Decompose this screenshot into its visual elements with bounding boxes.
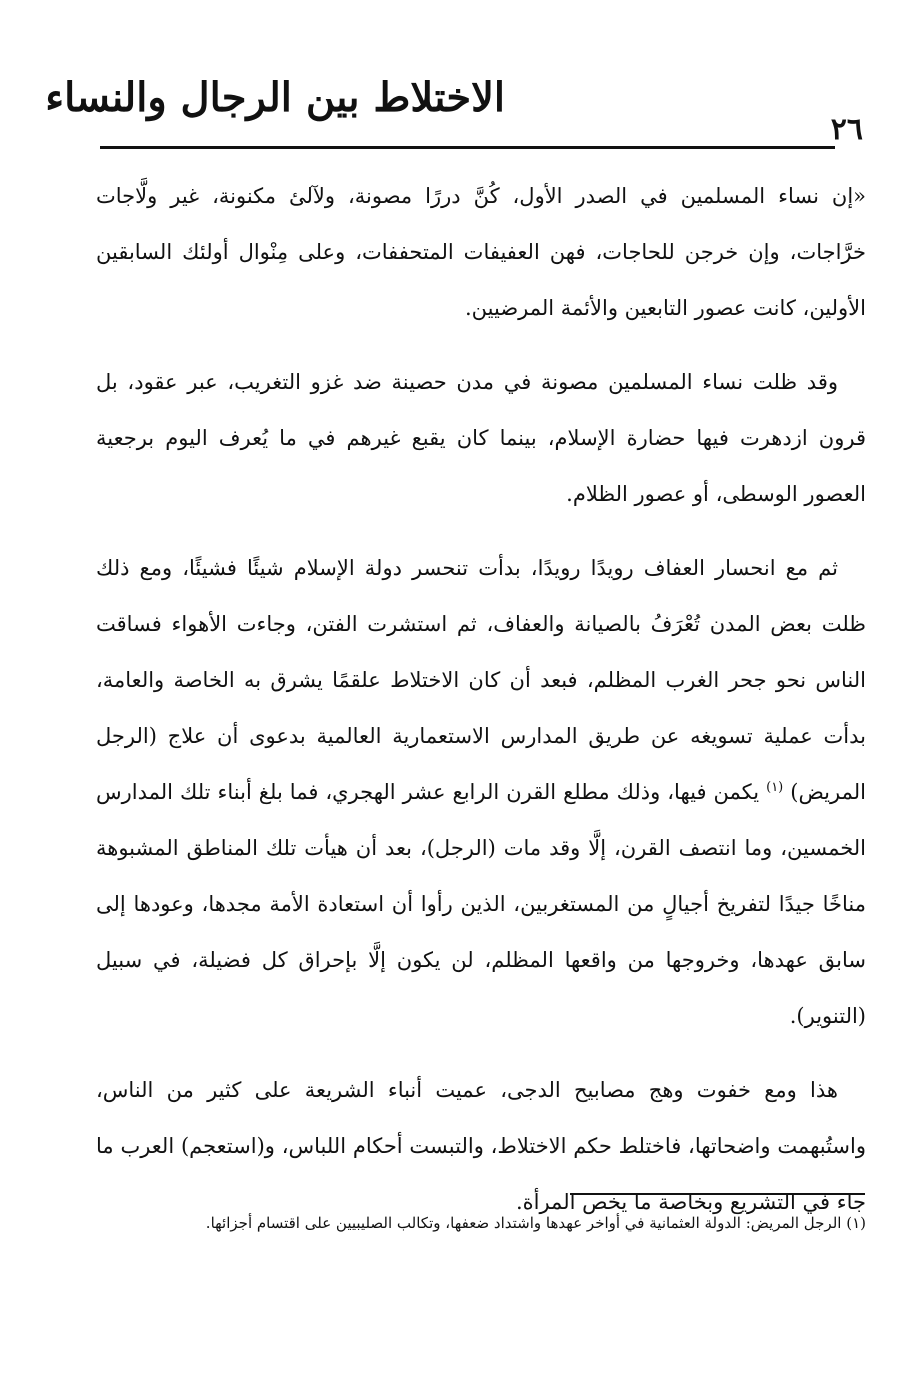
footnote-reference[interactable]: (١) — [766, 780, 784, 795]
paragraph-3-text-end: يكمن فيها، وذلك مطلع القرن الرابع عشر الهجري، فما بلغ أبناء تلك المدارس الخمسين، وما انتصف القرن، إلَّا وقد مات (الرجل)، بعد أن هيأت تلك المناطق المشبوهة مناخًا جيدًا لتفريخ أجيالٍ من المستغربين، الذين رأوا أن استعادة الأمة مجدها، وعودها إلى سابق عهدها، وخروجها من واقعها المظلم، لن يكون إلَّا بإحراق كل فضيلة، في سبيل (التنوير). — [96, 780, 866, 1028]
page-header — [45, 60, 865, 150]
paragraph-3 — [96, 540, 866, 1044]
running-title: الاختلاط بين الرجال والنساء — [45, 74, 505, 121]
header-rule — [100, 146, 835, 149]
paragraph-4: هذا ومع خفوت وهج مصابيح الدجى، عميت أنباء الشريعة على كثير من الناس، واستُبهمت واضحاتها، فاختلط حكم الاختلاط، والتبست أحكام اللباس، و(استعجم) العرب ما جاء في التشريع وبخاصة ما يخص المرأة. — [96, 1078, 866, 1214]
paragraph-3-text-start: ثم مع انحسار العفاف رويدًا رويدًا، بدأت تنحسر دولة الإسلام شيئًا فشيئًا، ومع ذلك ظلت بعض المدن تُعْرَفُ بالصيانة والعفاف، ثم استشرت الفتن، وجاءت الأهواء فساقت الناس نحو جحر الغرب المظلم، فبعد أن كان الاختلاط علقمًا يشرق به الخاصة والعامة، بدأت عملية تسويغه عن طريق المدارس الاستعمارية العالمية بدعوى أن علاج (الرجل المريض) — [96, 556, 866, 804]
footnote-separator — [570, 1193, 865, 1195]
paragraph-2: وقد ظلت نساء المسلمين مصونة في مدن حصينة ضد غزو التغريب، عبر عقود، بل قرون ازدهرت فيها حضارة الإسلام، بينما كان يقبع غيرهم في ما يُعرف اليوم برجعية العصور الوسطى، أو عصور الظلام. — [96, 370, 866, 506]
paragraph-1: «إن نساء المسلمين في الصدر الأول، كُنَّ دررًا مصونة، ولآلئ مكنونة، غير ولَّاجات خرَّاجات، وإن خرجن للحاجات، فهن العفيفات المتحففات، وعلى مِنْوال أولئك السابقين الأولين، كانت عصور التابعين والأئمة المرضيين. — [96, 184, 866, 320]
page-number: ٢٦ — [830, 112, 863, 147]
body-text — [96, 168, 866, 1248]
footnote: (١) الرجل المريض: الدولة العثمانية في أواخر عهدها واشتداد ضعفها، وتكالب الصليبيين على اقتسام أجزائها. — [205, 1214, 866, 1232]
